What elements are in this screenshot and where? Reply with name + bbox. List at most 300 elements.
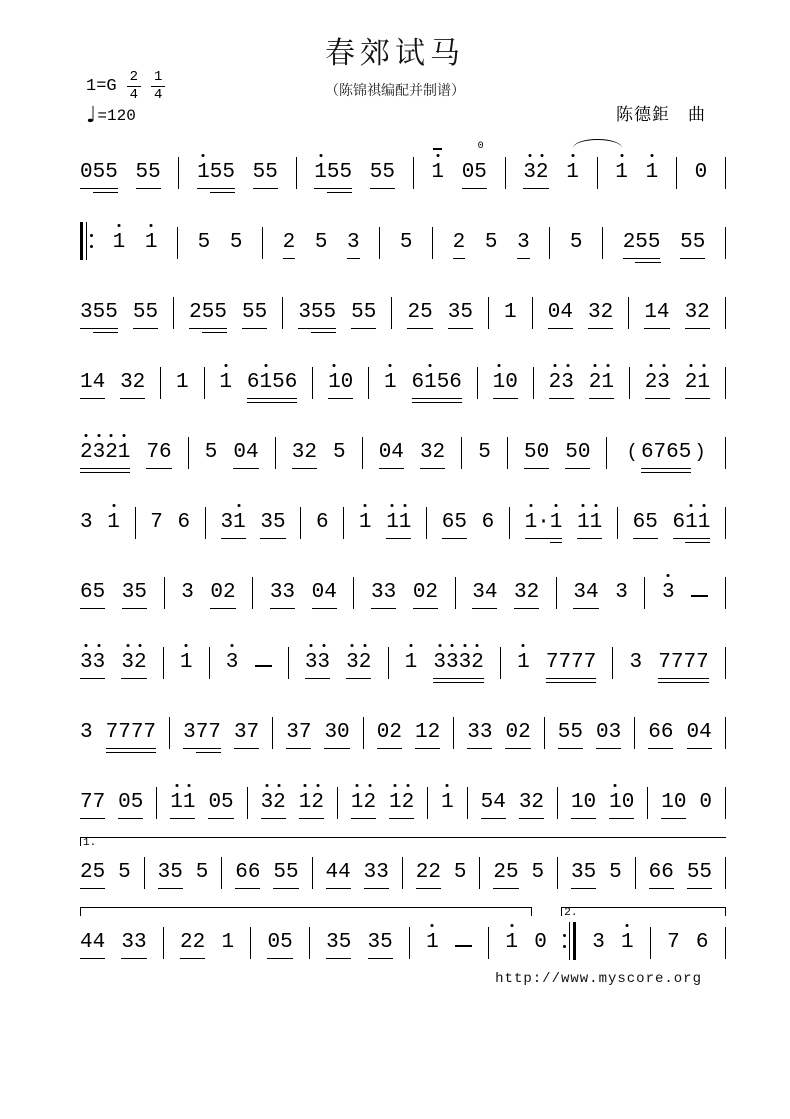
octave-dot	[150, 224, 153, 227]
note-group	[80, 720, 93, 745]
note-digit: 0	[412, 581, 426, 604]
duration-dash	[691, 595, 708, 597]
barline	[409, 927, 410, 959]
underline	[273, 888, 298, 889]
note-digit: 5	[420, 301, 433, 324]
note-digit: 1	[441, 790, 454, 815]
note-group	[121, 650, 146, 675]
note-group	[592, 930, 605, 955]
note-digit: 1	[609, 790, 622, 815]
octave-dot	[690, 504, 693, 507]
note-digit: 0	[699, 791, 712, 814]
underline	[645, 398, 670, 399]
note-digit: 3	[93, 650, 106, 675]
underline	[416, 888, 441, 889]
note-digit: 1	[517, 650, 530, 675]
note-digit: 4	[656, 301, 670, 324]
note-digit: 3	[446, 650, 459, 675]
note-group	[80, 160, 118, 185]
note-digit: 3	[561, 370, 574, 395]
note-digit: 7	[150, 511, 163, 534]
octave-dot	[310, 644, 313, 647]
note-digit: 1	[351, 790, 364, 815]
note-group	[649, 860, 674, 885]
underline	[623, 258, 661, 259]
underline	[364, 888, 389, 889]
barline	[488, 927, 489, 959]
note-group	[368, 930, 393, 955]
underline	[146, 468, 171, 469]
note-digit: 3	[592, 931, 605, 954]
note-group	[351, 790, 376, 815]
note-group	[122, 580, 147, 605]
underline	[299, 818, 324, 819]
underline	[519, 818, 544, 819]
barline	[617, 507, 618, 539]
note-digit: 6	[247, 861, 261, 884]
underline	[235, 888, 260, 889]
note-digits	[571, 860, 596, 885]
time-signature-2-numerator: 1	[151, 70, 165, 87]
score-meta	[86, 69, 165, 129]
note-group	[413, 580, 438, 605]
note-digit: 5	[338, 931, 352, 954]
underline	[80, 188, 118, 189]
barline	[288, 647, 289, 679]
note-digit: 3	[367, 931, 381, 954]
note-digits	[326, 860, 351, 885]
barline	[725, 857, 726, 889]
barline	[379, 227, 380, 259]
note-group	[667, 930, 680, 955]
note-group	[565, 440, 590, 465]
note-digits	[364, 860, 389, 885]
note-group	[481, 790, 506, 815]
note-digit: 3	[588, 301, 601, 324]
note-digit: 2	[471, 650, 484, 675]
note-group	[347, 230, 360, 255]
barline	[432, 227, 433, 259]
note-group	[431, 160, 444, 185]
note-digits	[235, 860, 260, 885]
barline	[477, 367, 478, 399]
note-digit: 7	[683, 651, 697, 674]
note-digits	[80, 650, 105, 675]
note-digit: 0	[583, 791, 597, 814]
note-digits	[454, 860, 467, 885]
note-digit: 3	[226, 650, 239, 675]
repeat-start-barline	[80, 222, 93, 260]
underline	[548, 328, 573, 329]
note-digits	[371, 580, 396, 605]
underline	[253, 188, 278, 189]
note-digit: 5	[272, 511, 286, 534]
note-group	[645, 370, 670, 395]
barline	[362, 437, 363, 469]
note-group	[315, 230, 328, 255]
note-digit: 2	[526, 581, 540, 604]
underline	[577, 538, 602, 539]
underline	[197, 188, 235, 189]
note-group	[532, 860, 545, 885]
note-group	[570, 230, 583, 255]
barline	[353, 577, 354, 609]
barline	[173, 297, 174, 329]
underline	[298, 328, 336, 329]
note-digit: 1	[183, 790, 196, 815]
note-group	[644, 300, 669, 325]
note-digit: 5	[678, 441, 692, 464]
note-digit: 5	[699, 861, 713, 884]
barline	[250, 927, 251, 959]
note-digit: 6	[411, 371, 425, 394]
octave-dot	[322, 644, 325, 647]
underline	[234, 748, 259, 749]
note-digit: 5	[132, 301, 146, 324]
note-digits	[312, 580, 337, 605]
score-line	[80, 688, 726, 758]
note-digits	[525, 510, 563, 535]
note-digit: 6	[632, 511, 646, 534]
note-digit: 1	[577, 510, 590, 535]
note-digits	[260, 510, 285, 535]
note-digit: 5	[523, 441, 537, 464]
underline	[120, 398, 145, 399]
barline	[725, 227, 726, 259]
note-group	[298, 300, 336, 325]
underline-partial	[93, 192, 118, 193]
barline	[296, 157, 297, 189]
note-digit: 5	[286, 861, 299, 884]
note-digit: 4	[586, 581, 599, 604]
octave-dot	[582, 504, 585, 507]
note-digits	[333, 440, 346, 465]
note-group	[180, 650, 193, 675]
octave-dot	[406, 784, 409, 787]
barline	[461, 437, 462, 469]
note-digits	[286, 720, 311, 745]
note-digits	[621, 930, 634, 955]
underline	[644, 328, 669, 329]
note-digits	[292, 440, 317, 465]
note-digit: 3	[121, 650, 134, 675]
note-digit: 5	[583, 861, 597, 884]
note-group	[505, 720, 530, 745]
note-digit: 6	[648, 861, 662, 884]
note-digit: 0	[621, 791, 635, 814]
note-digits	[467, 720, 492, 745]
note-digit: 3	[571, 861, 584, 884]
note-digits	[219, 370, 232, 395]
note-group	[364, 860, 389, 885]
note-digits	[80, 930, 105, 955]
barline	[725, 717, 726, 749]
note-group	[170, 790, 195, 815]
note-digits	[431, 160, 444, 185]
note-digit: 1	[414, 721, 428, 744]
octave-dot	[594, 504, 597, 507]
note-group	[571, 790, 596, 815]
underline	[80, 328, 118, 329]
note-group	[260, 510, 285, 535]
note-digit: 0	[311, 581, 325, 604]
note-digits	[146, 440, 171, 465]
note-digit: 1	[328, 370, 341, 395]
underline	[412, 402, 462, 403]
note-digit: 2	[311, 790, 324, 815]
note-group	[196, 860, 209, 885]
note-digit: 2	[180, 931, 193, 954]
note-group	[80, 510, 93, 535]
underline	[80, 472, 130, 473]
barline	[647, 787, 648, 819]
note-digit: 3	[183, 721, 196, 744]
note-digit: 2	[697, 301, 710, 324]
underline	[314, 188, 352, 189]
octave-dot	[231, 644, 234, 647]
underline	[472, 608, 497, 609]
time-signature-1-denominator: 4	[129, 86, 139, 103]
note-digits	[461, 141, 487, 185]
note-group	[661, 790, 686, 815]
note-group	[589, 370, 614, 395]
underline	[448, 328, 473, 329]
note-digit: 3	[346, 650, 359, 675]
barline	[163, 647, 164, 679]
note-digits	[649, 860, 674, 885]
underline	[453, 258, 466, 259]
page-title: 春郊试马	[325, 37, 465, 70]
note-group	[226, 650, 239, 675]
note-digit: 4	[92, 931, 106, 954]
barline	[676, 157, 677, 189]
note-digit: 5 0	[474, 141, 487, 184]
note-group	[370, 160, 395, 185]
note-digit: 4	[699, 721, 712, 744]
note-digit: 2	[80, 861, 93, 884]
note-group	[80, 440, 130, 465]
note-group	[493, 860, 518, 885]
barline	[628, 297, 629, 329]
octave-dot	[649, 364, 652, 367]
note-digit: 6	[449, 371, 462, 394]
octave-dot	[394, 784, 397, 787]
note-group	[696, 930, 709, 955]
underline	[312, 608, 337, 609]
note-group	[699, 790, 712, 815]
note-group	[180, 930, 205, 955]
octave-dot	[265, 784, 268, 787]
note-digits	[113, 230, 126, 255]
barline	[505, 157, 506, 189]
note-digits	[648, 720, 673, 745]
note-group	[467, 720, 492, 745]
octave-dot	[126, 644, 129, 647]
note-digit: 1	[621, 930, 634, 955]
note-digits	[596, 720, 621, 745]
note-digit: 1	[260, 370, 273, 395]
barline	[247, 787, 248, 819]
note-digits	[699, 790, 712, 815]
note-group	[80, 580, 105, 605]
note-group	[673, 510, 711, 535]
note-digit: 5	[92, 161, 106, 184]
underline	[183, 748, 221, 749]
note-digit: 3	[80, 511, 93, 534]
note-digits	[493, 860, 518, 885]
underline	[546, 678, 596, 679]
note-digit: 5	[399, 231, 413, 254]
note-digit: 3	[298, 301, 311, 324]
note-digit: 5	[314, 231, 328, 254]
barline	[252, 577, 253, 609]
barline	[402, 857, 403, 889]
note-digit: 0	[505, 721, 519, 744]
note-digit: 2	[428, 861, 441, 884]
note-digits	[315, 230, 328, 255]
note-digit: 5	[480, 791, 494, 814]
note-digit: 6	[159, 441, 172, 464]
time-signature-2	[151, 70, 165, 102]
note-digit: 7	[105, 721, 119, 744]
barline	[164, 577, 165, 609]
duration-dash	[255, 665, 272, 667]
octave-dot	[175, 784, 178, 787]
volta-bracket	[80, 907, 532, 916]
note-digit: 3	[615, 581, 628, 604]
barline	[163, 927, 164, 959]
note-digit: 4	[484, 581, 498, 604]
octave-dot	[112, 504, 115, 507]
quarter-note-icon: ♩	[86, 103, 97, 129]
barline	[725, 507, 726, 539]
underline	[680, 258, 705, 259]
note-group	[253, 160, 278, 185]
note-digits	[641, 440, 691, 465]
underline	[571, 888, 596, 889]
note-digits	[566, 160, 579, 185]
barline	[388, 647, 389, 679]
barline	[602, 227, 603, 259]
note-digit: 2	[407, 301, 421, 324]
note-group	[299, 790, 324, 815]
note-digit: 7	[667, 931, 680, 954]
note-digit: 4	[493, 791, 506, 814]
underline-partial	[196, 752, 221, 753]
octave-dot	[702, 364, 705, 367]
note-digits	[80, 300, 118, 325]
note-group	[623, 230, 661, 255]
note-digit: 5	[134, 581, 147, 604]
note-digits	[519, 790, 544, 815]
barline	[309, 927, 310, 959]
underline	[80, 818, 105, 819]
note-group	[389, 790, 414, 815]
note-digits	[121, 650, 146, 675]
note-digits	[478, 440, 491, 465]
underline	[588, 328, 613, 329]
barline	[725, 577, 726, 609]
underline	[573, 608, 598, 609]
underline	[389, 818, 414, 819]
underline	[407, 328, 432, 329]
note-digit: 1	[431, 160, 444, 185]
note-digits	[442, 510, 467, 535]
note-digits	[106, 720, 156, 745]
barline	[612, 647, 613, 679]
barline	[634, 717, 635, 749]
note-digits	[80, 580, 105, 605]
barline	[188, 437, 189, 469]
barline	[597, 157, 598, 189]
note-digit: 5	[460, 301, 473, 324]
note-group	[517, 650, 530, 675]
note-digits	[517, 230, 530, 255]
note-group	[359, 510, 372, 535]
note-digit: 3	[260, 511, 273, 534]
note-group	[314, 160, 352, 185]
note-digits	[226, 650, 239, 675]
note-digit: 1	[685, 510, 698, 535]
octave-dot	[626, 924, 629, 927]
underline	[442, 538, 467, 539]
note-digits	[592, 930, 605, 955]
octave-dot	[528, 154, 531, 157]
barline	[312, 857, 313, 889]
barline	[275, 437, 276, 469]
note-digit: 2	[427, 721, 441, 744]
note-digit: 1	[145, 230, 158, 255]
barline	[169, 717, 170, 749]
note-group	[197, 160, 235, 185]
note-group	[80, 650, 105, 675]
note-group	[571, 860, 596, 885]
note-digit: 5	[569, 231, 583, 254]
note-digits	[433, 650, 483, 675]
note-digits	[181, 580, 194, 605]
barline	[312, 367, 313, 399]
underline	[158, 888, 183, 889]
note-digits	[316, 510, 329, 535]
note-digits	[230, 230, 243, 255]
volta-bracket	[561, 907, 726, 919]
note-digits	[415, 720, 440, 745]
note-digit: 0	[233, 441, 247, 464]
note-digit: 0	[694, 161, 708, 184]
note-group	[596, 720, 621, 745]
note-digit: 0	[118, 791, 131, 814]
underline-partial	[685, 542, 710, 543]
note-digit: 6	[695, 931, 709, 954]
note-digit: 3	[120, 371, 133, 394]
note-group	[514, 580, 539, 605]
note-digit: 7	[246, 721, 260, 744]
note-digit: 3	[523, 160, 536, 185]
note-digit: 2	[531, 791, 545, 814]
note-group	[183, 720, 221, 745]
note-digits	[122, 580, 147, 605]
octave-dot	[497, 364, 500, 367]
underline	[270, 608, 295, 609]
note-group	[566, 160, 579, 185]
note-digit: 1	[426, 930, 439, 955]
note-digits	[412, 370, 462, 395]
note-group	[454, 860, 467, 885]
note-group	[519, 790, 544, 815]
note-digit: 1	[697, 370, 710, 395]
note-digit: 7	[118, 721, 131, 744]
note-digit: 3	[467, 721, 480, 744]
